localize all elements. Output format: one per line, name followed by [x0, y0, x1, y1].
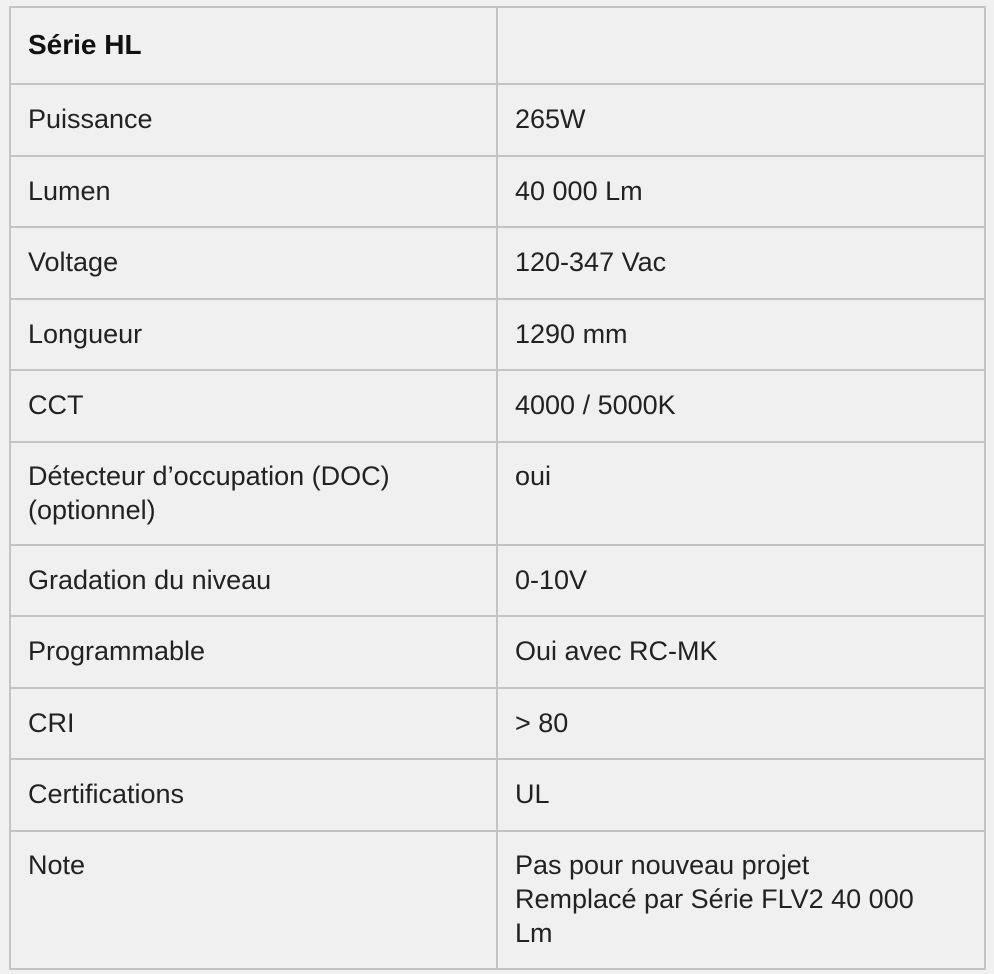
- table-title: Série HL: [10, 7, 497, 84]
- table-row: [10, 442, 985, 545]
- row-value: 1290 mm: [497, 299, 985, 371]
- row-value: oui: [497, 442, 985, 545]
- row-value: 265W: [497, 84, 985, 156]
- table-row: [10, 545, 985, 617]
- table-row: [10, 227, 985, 299]
- row-label: Note: [10, 831, 497, 969]
- row-value: 40 000 Lm: [497, 156, 985, 228]
- row-label: Longueur: [10, 299, 497, 371]
- table-row: [10, 831, 985, 969]
- row-value-line: Pas pour nouveau projet: [515, 849, 810, 880]
- table-row: [10, 84, 985, 156]
- row-value: 0-10V: [497, 545, 985, 617]
- row-label-line: (optionnel): [28, 494, 156, 525]
- row-value: 4000 / 5000K: [497, 370, 985, 442]
- table-row: [10, 688, 985, 760]
- table-row: [10, 156, 985, 228]
- table-row: [10, 616, 985, 688]
- row-value: Oui avec RC-MK: [497, 616, 985, 688]
- row-value-line: Lm: [515, 917, 553, 948]
- row-label: CCT: [10, 370, 497, 442]
- row-value: UL: [497, 759, 985, 831]
- row-label: Puissance: [10, 84, 497, 156]
- spec-table: [9, 6, 986, 970]
- table-row: [10, 759, 985, 831]
- row-label: CRI: [10, 688, 497, 760]
- row-label: [10, 442, 497, 545]
- row-label: Certifications: [10, 759, 497, 831]
- row-label: Gradation du niveau: [10, 545, 497, 617]
- row-value: [497, 831, 985, 969]
- row-value-line: Remplacé par Série FLV2 40 000: [515, 883, 914, 914]
- table-header-value: [497, 7, 985, 84]
- row-label: Programmable: [10, 616, 497, 688]
- row-label: Voltage: [10, 227, 497, 299]
- row-label-line: Détecteur d’occupation (DOC): [28, 460, 390, 491]
- table-row: [10, 299, 985, 371]
- table-header-row: [10, 7, 985, 84]
- row-value: > 80: [497, 688, 985, 760]
- table-row: [10, 370, 985, 442]
- row-value: 120-347 Vac: [497, 227, 985, 299]
- row-label: Lumen: [10, 156, 497, 228]
